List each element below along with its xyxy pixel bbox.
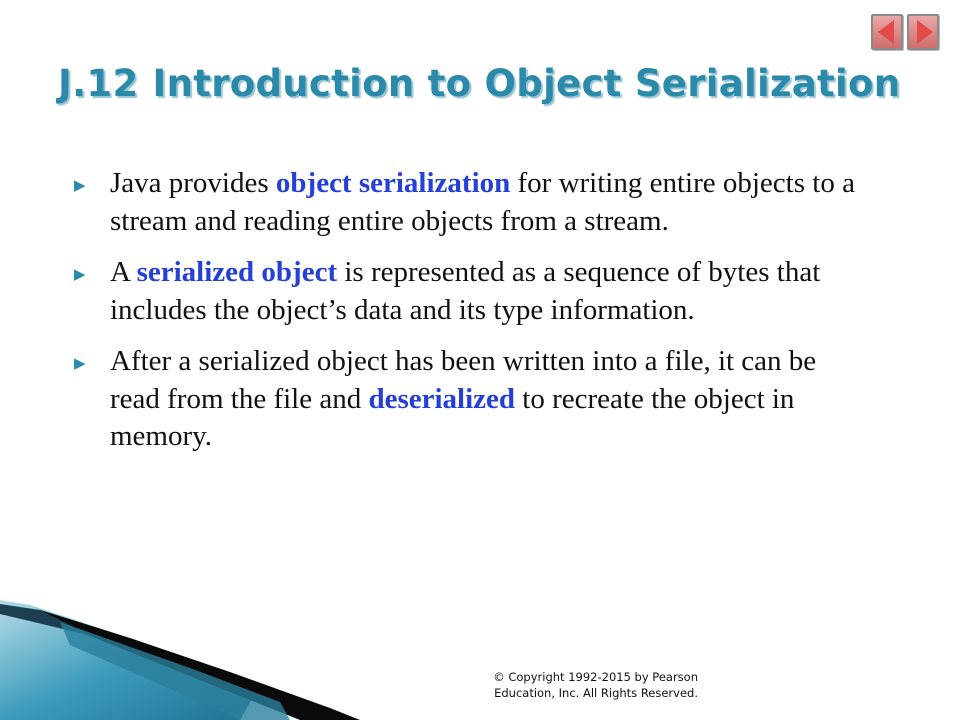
title-text: Introduction to Object Serialization: [152, 62, 901, 105]
slide-title: [58, 62, 938, 105]
bullet-text-part: After a serialized object has been written into a file, it can be read from the file and: [110, 345, 817, 415]
arrow-bullet-icon: ▶: [74, 354, 86, 372]
bullet-text-part: is represented as a sequence of bytes that includes the object’s data and its type information.: [110, 256, 821, 326]
bullet-item: [60, 165, 860, 240]
bullet-item: [60, 343, 860, 456]
bullet-item: [60, 254, 860, 329]
emphasized-term: deserialized: [368, 382, 516, 415]
triangle-right-icon: [917, 20, 933, 44]
bullet-text: [110, 254, 860, 329]
copyright-notice: [440, 669, 698, 701]
section-number: J.12: [58, 62, 139, 105]
previous-slide-button[interactable]: [871, 14, 903, 50]
arrow-bullet-icon: ▶: [74, 176, 86, 194]
copyright-line: Education, Inc. All Rights Reserved.: [494, 686, 698, 700]
arrow-bullet-icon: ▶: [74, 265, 86, 283]
bullet-text-part: Java provides: [110, 167, 276, 199]
next-slide-button[interactable]: [907, 14, 939, 50]
bullet-text-part: for writing entire objects to a stream and reading entire objects from a stream.: [110, 167, 855, 237]
emphasized-term: serialized object: [136, 256, 338, 288]
bullet-list: [60, 165, 860, 470]
decorative-swoosh: [0, 590, 420, 720]
copyright-line: © Copyright 1992-2015 by Pearson: [493, 670, 698, 684]
bullet-text-part: to recreate the object in memory.: [110, 382, 795, 452]
slide-navigation: [871, 14, 939, 50]
emphasized-term: object serialization: [275, 167, 511, 199]
bullet-text: [110, 343, 860, 456]
bullet-text: [110, 165, 860, 240]
triangle-left-icon: [878, 20, 894, 44]
bullet-text-part: A: [110, 256, 137, 288]
